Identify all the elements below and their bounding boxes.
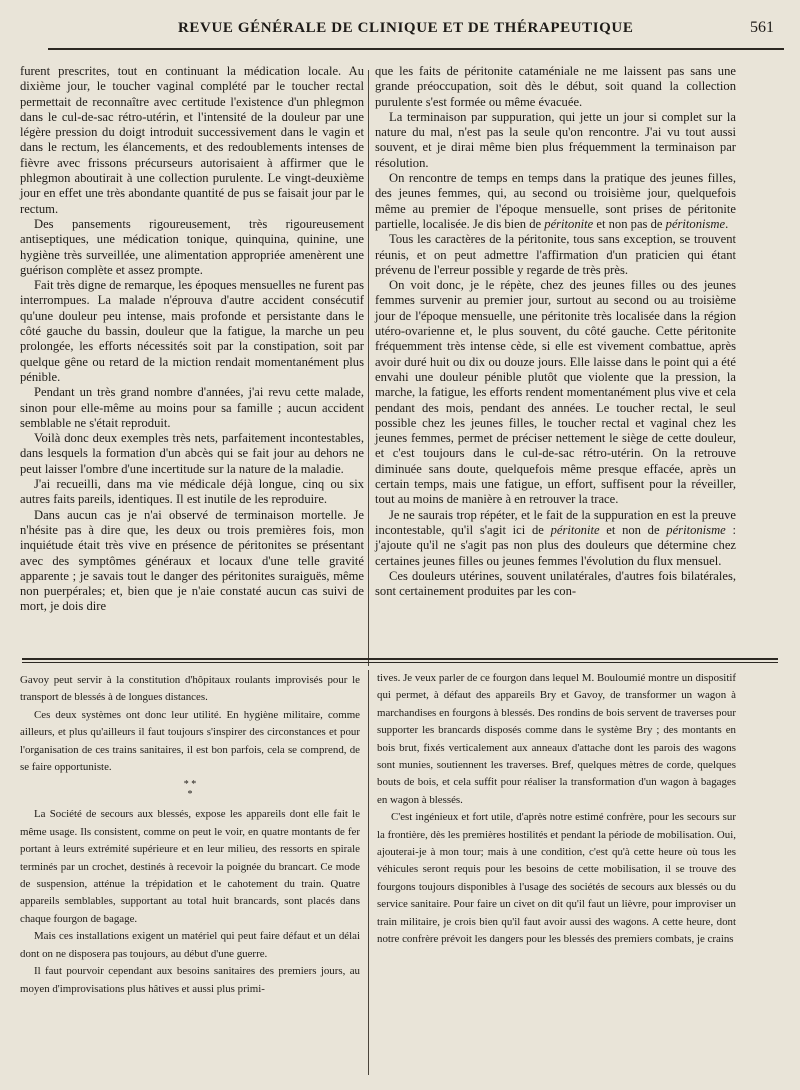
paragraph: Il faut pourvoir cependant aux besoins sanitaires des premiers jours, au moyen d'improvisations plus hâtives et aussi plus primi- bbox=[20, 965, 360, 995]
text-run: : j'ajoute qu'il ne s'agit pas non plus des douleurs que détermine chez certaines jeunes filles ou jeunes femmes l'évolution du flux mensuel. bbox=[375, 522, 736, 568]
text-run: Je ne saurais trop répéter, et le fait de la suppuration en est la preuve incontestable, qu'il s'agit ici de bbox=[375, 507, 736, 537]
lower-article-left-column bbox=[20, 672, 360, 998]
section-rule-thin bbox=[22, 662, 778, 663]
paragraph: On voit donc, je le répète, chez des jeunes filles ou des jeunes femmes survenir au premier jour, surtout au second ou au troisième jour de l'époque mensuelle, une péritonite très localisée dans la région utéro-ovarienne et, le plus souvent, du côté gauche. Cette péritonite fréquemment très intense cède, si elle est vivement combattue, après avoir duré huit ou dix ou douze jours. Elle laisse dans le point qui a été envahi une douleur pénible plutôt que violente que la pression, la marche, la fatigue, les efforts rendent momentanément plus vive et cela pendant des mois, pendant des années. Le toucher rectal, le seul possible chez les jeunes filles, le toucher rectal et vaginal chez les jeunes femmes, permet de préciser nettement le siège de cette douleur, et c'est toujours dans le cul-de-sac rétro-utérin. On la retrouve diminuée sans doute, quelquefois même presque effacée, après un certain temps, mais une fatigue, un effort, suffisent pour la réveiller, tout au moins de manière à en retrouver la trace. bbox=[375, 278, 736, 507]
paragraph: que les faits de péritonite cataméniale ne me laissent pas sans une grande préoccupation, soit dès le début, soit quand la collection purulente s'est formée ou même évacuée. bbox=[375, 64, 736, 109]
text-run: et non de bbox=[599, 522, 667, 537]
paragraph: tives. Je veux parler de ce fourgon dans lequel M. Bouloumié montre un dispositif qui permet, à défaut des appareils Bry et Gavoy, de transformer un wagon à marchandises en fourgons à blessés. Des rondins de bois servent de traverses pour supporter les brancards disposés comme dans le système Bry ; des montants en bois brut, fixés verticalement aux anneaux d'attache dont les parois des wagons sont munies, soutiennent les traverses. Bref, quelques mètres de corde, quelques bouts de bois, et cela suffit pour réaliser la transformation d'un wagon à bagages en wagon à blessés. bbox=[377, 672, 736, 806]
paragraph: C'est ingénieux et fort utile, d'après notre estimé confrère, pour les secours sur la frontière, dès les premières hostilités et pendant la période de mobilisation. Oui, ajouterai-je à mon tour; mais à une condition, c'est qu'à cette heure où tous les véhicules seront requis pour les besoins de cette mobilisation, il se trouve des fourgons toujours disponibles à l'usage des sociétés de secours aux blessés ou du service sanitaire. Pour faire un civet on dit qu'il faut un lièvre, pour improviser un train militaire, je crois bien qu'il faut avoir aussi des wagons. A cette heure, dont notre confrère prévoit les dangers pour les blessés des premiers combats, je crains bbox=[377, 811, 736, 946]
running-header bbox=[0, 18, 800, 42]
paragraph: La terminaison par suppuration, qui jette un jour si complet sur la nature du mal, n'est pas la seule qu'on rencontre. J'ai vu tout aussi souvent, et je dirai même bien plus fréquemment la terminaison par résolution. bbox=[375, 109, 736, 170]
text-run: et non pas de bbox=[593, 216, 666, 231]
paragraph: Ces deux systèmes ont donc leur utilité. En hygiène militaire, comme ailleurs, et plus qu'ailleurs il faut toujours s'inspirer des circonstances et pour l'organisation de ces trains sanitaires, il est bon parfois, cela se comprend, de se faire opportuniste. bbox=[20, 708, 360, 774]
section-rule bbox=[22, 658, 778, 660]
emphasis-term: péritonite bbox=[544, 216, 594, 231]
paragraph: Ces douleurs utérines, souvent unilatérales, d'autres fois bilatérales, sont certainement produites par les con- bbox=[375, 568, 736, 599]
emphasis-term: péritonite bbox=[550, 522, 600, 537]
main-article bbox=[0, 64, 800, 654]
paragraph: J'ai recueilli, dans ma vie médicale déjà longue, cinq ou six autres faits pareils, identiques. Il est inutile de les reproduire. bbox=[20, 477, 364, 507]
paragraph: Mais ces installations exigent un matériel qui peut faire défaut et un délai dont on ne disposera pas toujours, au début d'une guerre. bbox=[20, 930, 360, 960]
paragraph: Fait très digne de remarque, les époques mensuelles ne furent pas interrompues. La malade n'éprouva d'autre accident consécutif qu'une douleur peu intense, mais profonde et persistante dans le côté gauche du bassin, douleur que la fatigue, la marche un peu prolongée, les efforts nécessités soit par la constipation, soit par quelque gêne ou retard de la miction rendait momentanément plus pénible. bbox=[20, 278, 364, 384]
column-divider bbox=[368, 670, 369, 1075]
paragraph: Des pansements rigoureusement, très rigoureusement antiseptiques, une médication tonique, quinquina, quinine, une hygiène très surveillée, une alimentation appropriée amenèrent une guérison complète et assez prompte. bbox=[20, 216, 364, 277]
asterism-separator: * * * bbox=[183, 779, 197, 801]
emphasis-term: péritonisme bbox=[665, 216, 726, 231]
paragraph: Gavoy peut servir à la constitution d'hôpitaux roulants improvisés pour le transport de blessés à de longues distances. bbox=[20, 674, 360, 704]
main-article-left-column bbox=[20, 64, 364, 615]
paragraph: Voilà donc deux exemples très nets, parfaitement incontestables, dans lesquels la formation d'un abcès qui se fait jour au dehors ne peut laisser l'ombre d'une incertitude sur la nature de la maladie. bbox=[20, 431, 364, 476]
paragraph: La Société de secours aux blessés, expose les appareils dont elle fait le même usage. Ils consistent, comme on peut le voir, en quatre montants de fer portant à leurs extrémité supérieure et en leur milieu, des ressorts en spirale terminés par un crochet, destinés à recevoir la poignée du brancart. Ce mode de suspension, atténue la trépidation et le cahotement du train. Quatre appareils semblables, supportant au total huit brancards, sont placés dans chaque fourgon de bagage. bbox=[20, 808, 360, 925]
paragraph: Dans aucun cas je n'ai observé de terminaison mortelle. Je n'hésite pas à dire que, les deux ou trois premières fois, mon inquiétude était très vive en présence de péritonites se présentant avec des symptômes généraux et locaux d'une telle gravité apparente ; je savais tout le danger des péritonites suraiguës, même non puerpérales; et, bien que je n'aie constaté aucun cas suivi de mort, je dois dire bbox=[20, 507, 364, 614]
paragraph bbox=[375, 508, 736, 569]
text-run: . bbox=[725, 216, 729, 231]
main-article-right-column bbox=[375, 64, 736, 599]
header-rule bbox=[48, 48, 784, 50]
column-divider bbox=[368, 70, 369, 666]
paragraph: Tous les caractères de la péritonite, tous sans exception, se trouvent réunis, et on peut admettre l'affirmation d'un praticien qui étant prévenu de l'erreur possible y regarde de très près. bbox=[375, 232, 736, 277]
text-run: On rencontre de temps en temps dans la pratique des jeunes filles, des jeunes femmes, qui, au second ou troisième jour, quelquefois même au premier de l'époque mensuelle, sont prises de péritonite partielle, localisée. Je dis bien de bbox=[375, 171, 736, 231]
lower-article-right-column bbox=[377, 670, 736, 949]
page-number: 561 bbox=[750, 19, 774, 36]
emphasis-term: péritonisme bbox=[666, 522, 726, 537]
paragraph bbox=[375, 171, 736, 232]
journal-title: REVUE GÉNÉRALE DE CLINIQUE ET DE THÉRAPEUTIQUE bbox=[178, 20, 634, 36]
paragraph: furent prescrites, tout en continuant la médication locale. Au dixième jour, le toucher vaginal complété par le toucher rectal permettait de reconnaître avec certitude l'existence d'un phlegmon dans le cul-de-sac rétro-utérin, et l'intensité de la douleur par une légère pression du doigt introduit successivement dans le vagin et dans le rectum, les élancements, et des redoublements intenses de fièvre avec frissons précurseurs autorisaient à affirmer que le phlegmon aboutirait à une collection purulente. Le vingt-deuxième jour en effet une très abondante quantité de pus se faisait jour par le rectum. bbox=[20, 64, 364, 216]
paragraph: Pendant un très grand nombre d'années, j'ai revu cette malade, sinon pour elle-même au moins pour sa famille ; aucun accident semblable ne s'était reproduit. bbox=[20, 385, 364, 430]
